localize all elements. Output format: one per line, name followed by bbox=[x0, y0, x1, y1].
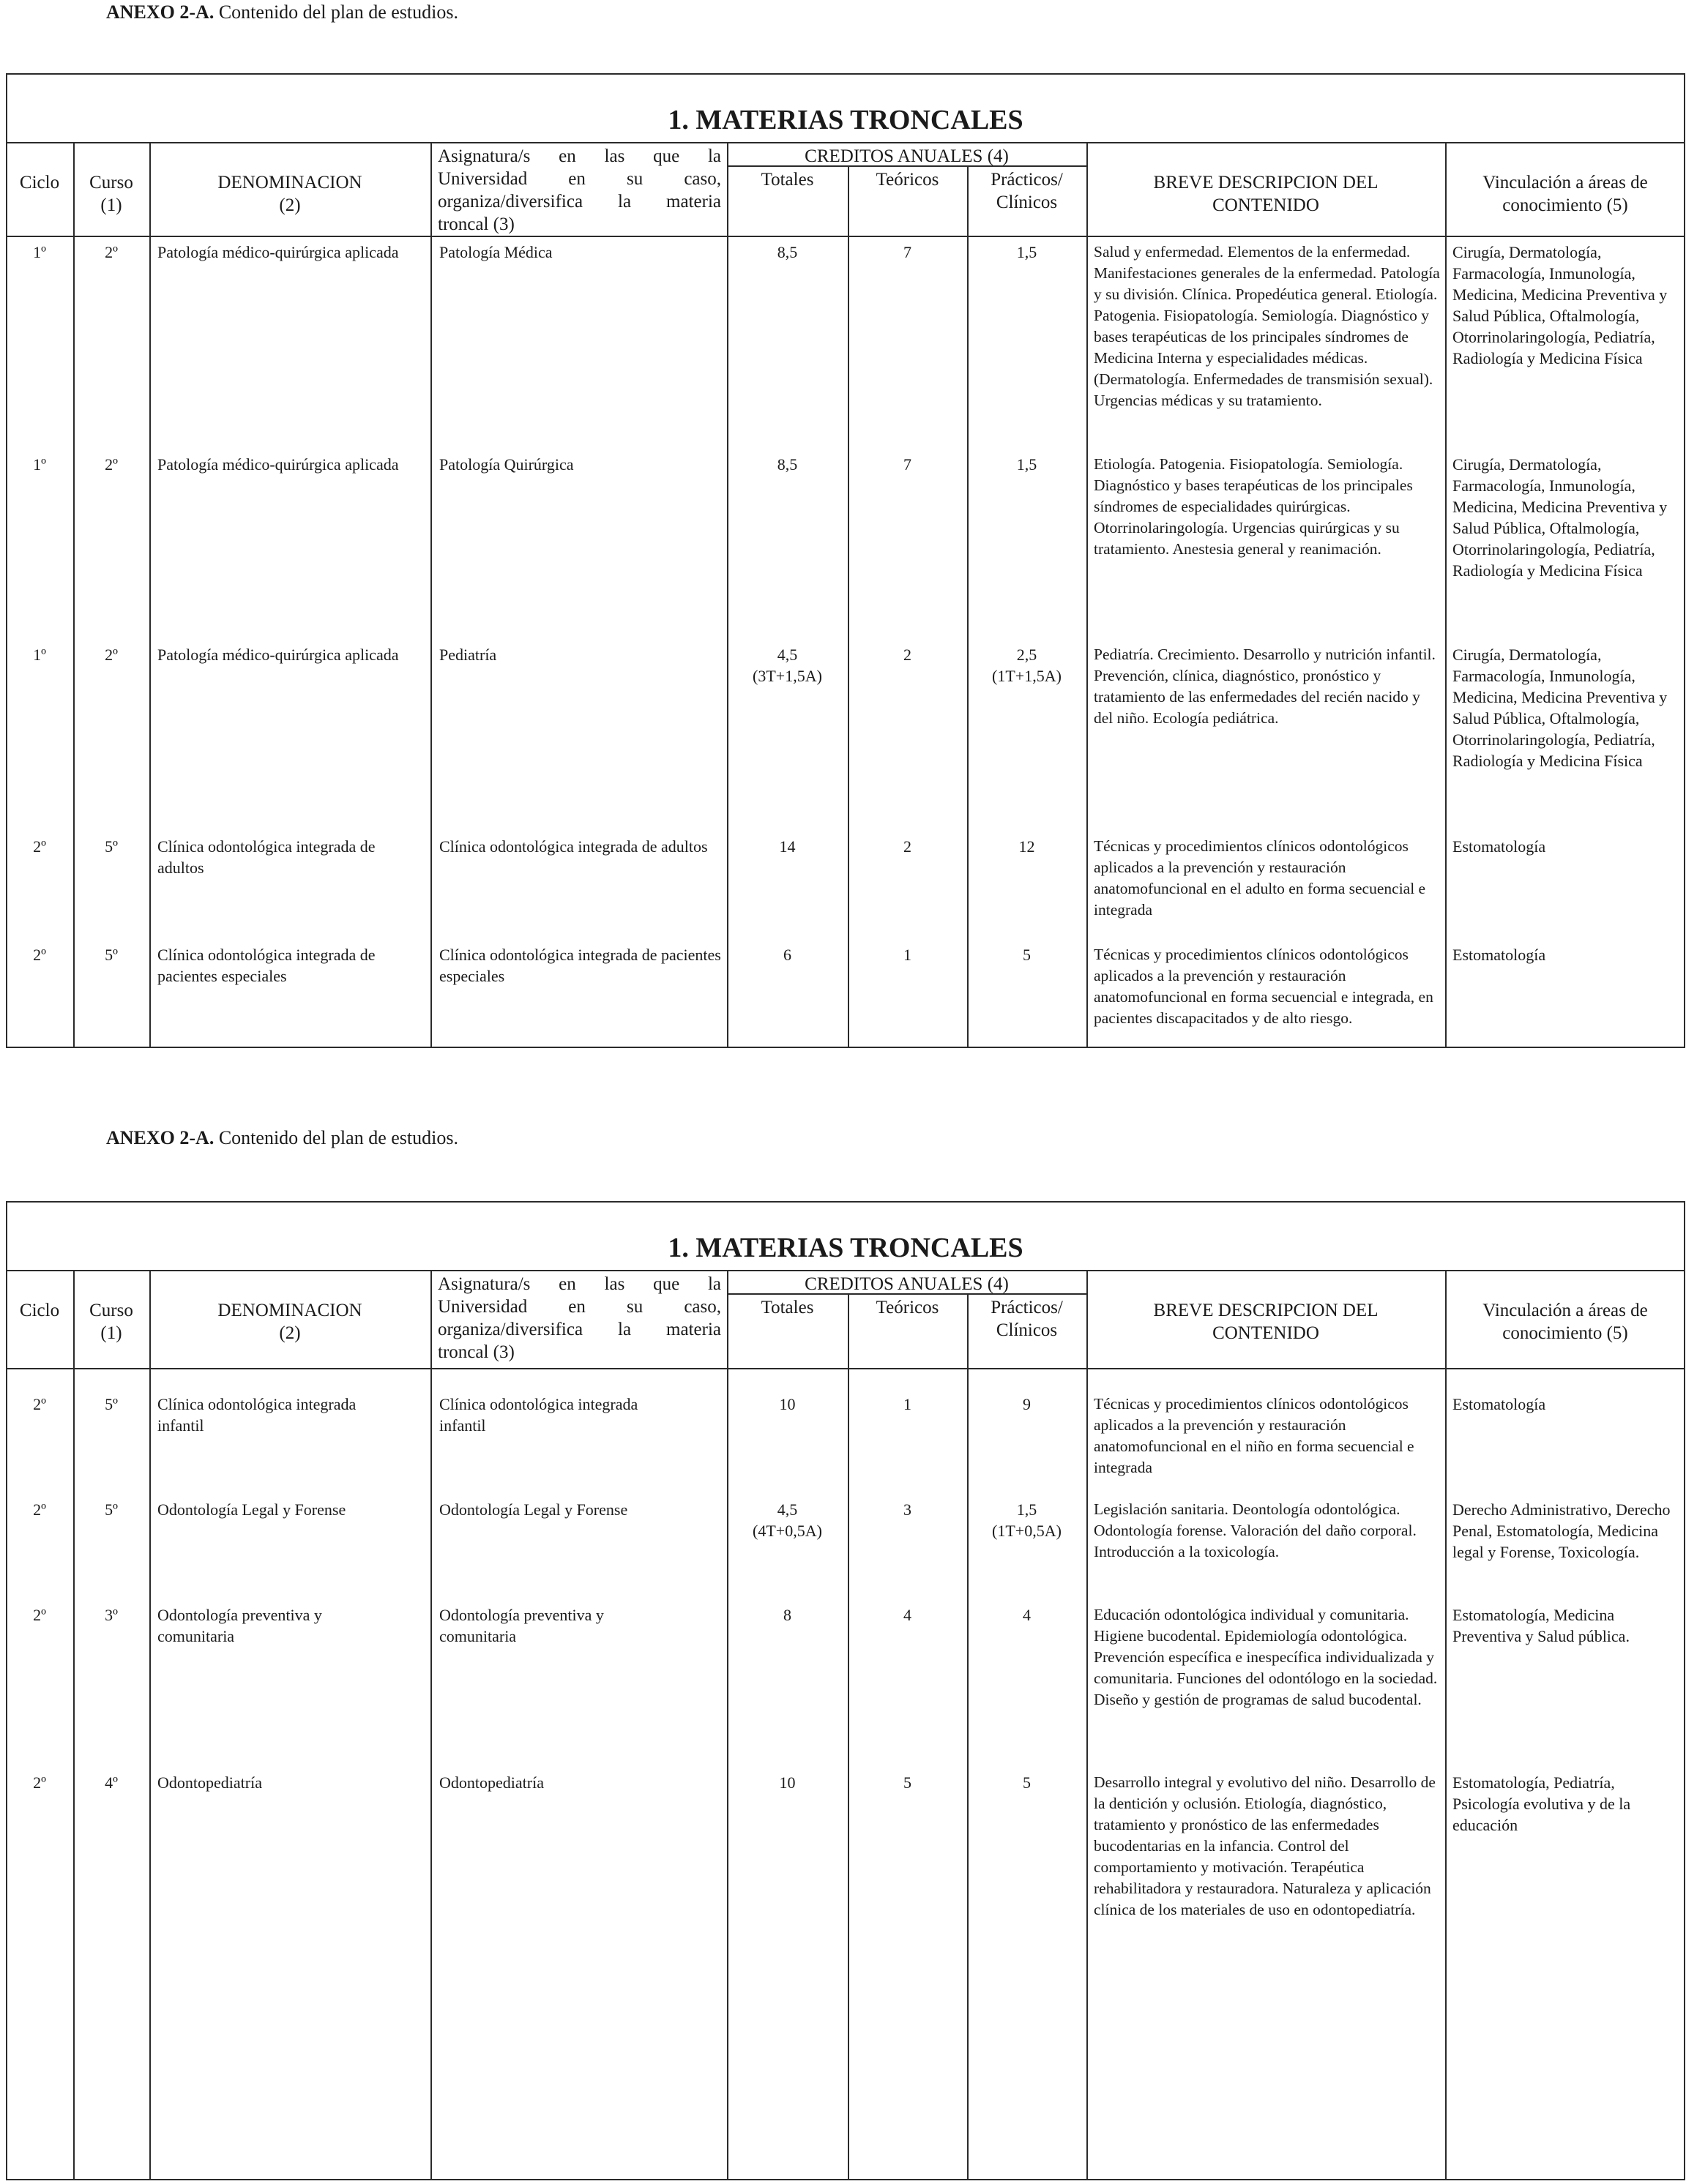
col-divider bbox=[1086, 1271, 1088, 2180]
header-asignatura-line: troncal (3) bbox=[438, 214, 515, 234]
col-divider bbox=[1445, 1271, 1447, 2180]
cell-vinculacion: Estomatología, Pediatría, Psicología evolutiva y de la educación bbox=[1452, 1773, 1631, 1834]
cell-ciclo: 1º bbox=[33, 455, 46, 474]
cell-curso: 5º bbox=[105, 1395, 118, 1413]
col-divider bbox=[430, 1271, 432, 2180]
col-divider bbox=[1445, 143, 1447, 1048]
cell-curso: 2º bbox=[105, 646, 118, 664]
cell-asignatura: Odontología Legal y Forense bbox=[439, 1500, 628, 1519]
header-creditos: CREDITOS ANUALES (4) bbox=[805, 146, 1009, 166]
cell-ciclo: 2º bbox=[33, 1395, 46, 1413]
cell-descripcion: Técnicas y procedimientos clínicos odontológicos aplicados a la prevención y restauración anatomofuncional en forma secuencial e integrada, en pacientes discapacitados y de alto riesgo. bbox=[1094, 946, 1433, 1027]
header-vinculacion bbox=[1445, 1299, 1685, 1345]
header-asignatura bbox=[438, 1273, 721, 1364]
header-practicos bbox=[967, 168, 1086, 214]
header-asignatura-line: Universidad en su caso, bbox=[438, 169, 721, 189]
troncales-table-2 bbox=[6, 1201, 1685, 2180]
cell-ciclo: 1º bbox=[33, 243, 46, 261]
cell-descripcion: Técnicas y procedimientos clínicos odontológicos aplicados a la prevención y restauración anatomofuncional en el adulto en forma secuencial e integrada bbox=[1094, 837, 1426, 919]
cell-vinculacion: Cirugía, Dermatología, Farmacología, Inmunología, Medicina, Medicina Preventiva y Salud Pública, Oftalmología, Otorrinolaringología, Pediatría, Radiología y Medicina Física bbox=[1452, 646, 1668, 770]
cell-totales-value: 10 bbox=[779, 1395, 796, 1413]
col-divider bbox=[848, 1293, 849, 2180]
cell-teoricos: 5 bbox=[903, 1773, 911, 1792]
cell-totales-value: 4,5 bbox=[777, 646, 798, 664]
cell-vinculacion: Cirugía, Dermatología, Farmacología, Inmunología, Medicina, Medicina Preventiva y Salud Pública, Oftalmología, Otorrinolaringología, Pediatría, Radiología y Medicina Física bbox=[1452, 243, 1668, 367]
cell-teoricos: 3 bbox=[903, 1500, 911, 1519]
annex-title bbox=[106, 1, 458, 23]
header-practicos bbox=[967, 1296, 1086, 1342]
cell-asignatura: Clínica odontológica integrada infantil bbox=[439, 1395, 638, 1435]
cell-denominacion: Odontopediatría bbox=[157, 1773, 262, 1792]
cell-vinculacion: Derecho Administrativo, Derecho Penal, Estomatología, Medicina legal y Forense, Toxicología. bbox=[1452, 1500, 1671, 1561]
cell-asignatura: Odontopediatría bbox=[439, 1773, 544, 1792]
cell-descripcion: Educación odontológica individual y comunitaria. Higiene bucodental. Epidemiología odontológica. Prevención específica e inespecífica individualizada y comunitaria. Funciones del odontólogo en la sociedad. Diseño y gestión de programas de salud bucodental. bbox=[1094, 1606, 1438, 1708]
col-divider bbox=[848, 165, 849, 1048]
cell-curso: 4º bbox=[105, 1773, 118, 1792]
header-breve-line: BREVE DESCRIPCION DEL bbox=[1153, 173, 1379, 192]
header-curso-note: (1) bbox=[100, 1323, 122, 1343]
header-breve bbox=[1086, 171, 1445, 217]
col-divider bbox=[967, 1293, 969, 2180]
cell-totales-value: 8,5 bbox=[777, 455, 798, 474]
cell-teoricos: 1 bbox=[903, 1395, 911, 1413]
header-curso bbox=[73, 1299, 149, 1345]
header-curso-label: Curso bbox=[89, 1301, 133, 1320]
header-denominacion-note: (2) bbox=[279, 1323, 301, 1343]
header-denominacion-note: (2) bbox=[279, 195, 301, 215]
cell-curso: 5º bbox=[105, 1500, 118, 1519]
header-breve-line: CONTENIDO bbox=[1212, 1323, 1319, 1343]
cell-totales bbox=[727, 836, 848, 857]
cell-practicos-value: 1,5 bbox=[1016, 455, 1037, 474]
cell-vinculacion: Estomatología bbox=[1452, 946, 1546, 964]
cell-totales bbox=[727, 1499, 848, 1541]
cell-denominacion: Clínica odontológica integrada de pacientes especiales bbox=[157, 946, 376, 985]
section-title: 1. MATERIAS TRONCALES bbox=[6, 73, 1685, 143]
cell-teoricos: 7 bbox=[903, 455, 911, 474]
cell-practicos-sub: (1T+0,5A) bbox=[992, 1522, 1062, 1540]
annex-caption: Contenido del plan de estudios. bbox=[218, 1127, 458, 1148]
cell-practicos-value: 12 bbox=[1018, 837, 1035, 856]
col-divider bbox=[1086, 143, 1088, 1048]
header-denominacion bbox=[149, 1299, 430, 1345]
col-divider bbox=[430, 143, 432, 1048]
cell-vinculacion: Estomatología bbox=[1452, 837, 1546, 856]
header-practicos-line: Prácticos/ bbox=[991, 1298, 1063, 1317]
header-denominacion bbox=[149, 171, 430, 217]
header-denominacion-label: DENOMINACION bbox=[217, 1301, 362, 1320]
cell-teoricos: 2 bbox=[903, 837, 911, 856]
annex-label: ANEXO 2-A. bbox=[106, 1127, 215, 1148]
cell-practicos bbox=[967, 944, 1086, 965]
cell-curso: 5º bbox=[105, 946, 118, 964]
cell-totales-value: 4,5 bbox=[777, 1500, 798, 1519]
section-title: 1. MATERIAS TRONCALES bbox=[6, 1201, 1685, 1271]
col-divider bbox=[149, 1271, 151, 2180]
header-vinculacion-line: Vinculación a áreas de bbox=[1482, 1301, 1648, 1320]
cell-totales bbox=[727, 454, 848, 475]
header-curso-note: (1) bbox=[100, 195, 122, 215]
cell-totales-value: 8 bbox=[783, 1606, 791, 1624]
cell-descripcion: Pediatría. Crecimiento. Desarrollo y nutrición infantil. Prevención, clínica, diagnóstico, pronóstico y tratamiento de las enfermedades del recién nacido y del niño. Ecología pediátrica. bbox=[1094, 646, 1436, 727]
header-practicos-line: Clínicos bbox=[996, 192, 1058, 212]
header-teoricos: Teóricos bbox=[876, 1298, 939, 1317]
cell-denominacion: Clínica odontológica integrada de adultos bbox=[157, 837, 376, 877]
cell-ciclo: 2º bbox=[33, 1773, 46, 1792]
cell-curso: 2º bbox=[105, 455, 118, 474]
cell-practicos bbox=[967, 242, 1086, 263]
annex-title bbox=[106, 1127, 458, 1149]
cell-totales bbox=[727, 644, 848, 687]
cell-descripcion: Desarrollo integral y evolutivo del niño. Desarrollo de la dentición y oclusión. Etiología, diagnóstico, tratamiento y pronóstico de las enfermedades bucodentarias en la infancia. Control del comportamiento y motivación. Terapéutica rehabilitadora y restauradora. Naturaleza y aplicación clínica de los materiales de uso en odontopediatría. bbox=[1094, 1773, 1436, 1918]
cell-asignatura: Odontología preventiva y comunitaria bbox=[439, 1606, 604, 1645]
header-asignatura-line: Asignatura/s en las que la bbox=[438, 146, 721, 166]
cell-totales bbox=[727, 1604, 848, 1626]
header-asignatura-line: organiza/diversifica la materia bbox=[438, 192, 721, 212]
cell-curso: 3º bbox=[105, 1606, 118, 1624]
header-teoricos: Teóricos bbox=[876, 170, 939, 190]
header-asignatura-line: Universidad en su caso, bbox=[438, 1297, 721, 1317]
header-asignatura bbox=[438, 145, 721, 236]
header-vinculacion-line: conocimiento (5) bbox=[1502, 1323, 1628, 1343]
annex-caption: Contenido del plan de estudios. bbox=[218, 1, 458, 23]
col-divider bbox=[73, 143, 75, 1048]
col-divider bbox=[727, 143, 728, 1048]
cell-totales bbox=[727, 944, 848, 965]
header-curso-label: Curso bbox=[89, 173, 133, 192]
header-practicos-line: Clínicos bbox=[996, 1320, 1058, 1340]
cell-ciclo: 2º bbox=[33, 1500, 46, 1519]
cell-asignatura: Patología Quirúrgica bbox=[439, 455, 574, 474]
cell-teoricos: 4 bbox=[903, 1606, 911, 1624]
cell-totales-sub: (3T+1,5A) bbox=[753, 667, 822, 685]
cell-practicos-value: 1,5 bbox=[1016, 1500, 1037, 1519]
cell-teoricos: 2 bbox=[903, 646, 911, 664]
col-divider bbox=[149, 143, 151, 1048]
cell-practicos bbox=[967, 1499, 1086, 1541]
cell-curso: 5º bbox=[105, 837, 118, 856]
header-vinculacion-line: Vinculación a áreas de bbox=[1482, 173, 1648, 192]
header-totales: Totales bbox=[761, 1298, 814, 1317]
cell-practicos bbox=[967, 1604, 1086, 1626]
header-ciclo: Ciclo bbox=[19, 1301, 60, 1320]
cell-vinculacion: Estomatología bbox=[1452, 1395, 1546, 1413]
annex-label: ANEXO 2-A. bbox=[106, 1, 215, 23]
cell-practicos-value: 4 bbox=[1023, 1606, 1031, 1624]
cell-practicos bbox=[967, 1772, 1086, 1793]
cell-denominacion: Clínica odontológica integrada infantil bbox=[157, 1395, 357, 1435]
cell-asignatura: Pediatría bbox=[439, 646, 497, 664]
header-denominacion-label: DENOMINACION bbox=[217, 173, 362, 192]
header-asignatura-line: Asignatura/s en las que la bbox=[438, 1274, 721, 1294]
cell-practicos-value: 2,5 bbox=[1016, 646, 1037, 664]
cell-practicos bbox=[967, 1394, 1086, 1415]
header-curso bbox=[73, 171, 149, 217]
troncales-table-1 bbox=[6, 73, 1685, 1048]
col-divider bbox=[967, 165, 969, 1048]
header-vinculacion bbox=[1445, 171, 1685, 217]
header-asignatura-line: organiza/diversifica la materia bbox=[438, 1320, 721, 1339]
header-breve-line: CONTENIDO bbox=[1212, 195, 1319, 215]
cell-descripcion: Salud y enfermedad. Elementos de la enfermedad. Manifestaciones generales de la enfermedad. Patología y su división. Clínica. Propedéutica general. Etiología. Patogenia. Fisiopatología. Semiología. Diagnóstico y bases terapéuticas de los principales síndromes de Medicina Interna y especialidades médicas. (Dermatología. Enfermedades de transmisión sexual). Urgencias médicas y su tratamiento. bbox=[1094, 243, 1440, 409]
cell-ciclo: 1º bbox=[33, 646, 46, 664]
cell-asignatura: Patología Médica bbox=[439, 243, 553, 261]
cell-practicos bbox=[967, 836, 1086, 857]
cell-totales-value: 8,5 bbox=[777, 243, 798, 261]
cell-totales-sub: (4T+0,5A) bbox=[753, 1522, 822, 1540]
cell-practicos bbox=[967, 644, 1086, 687]
header-bottom-rule bbox=[6, 1368, 1685, 1369]
cell-denominacion: Patología médico-quirúrgica aplicada bbox=[157, 455, 399, 474]
cell-denominacion: Patología médico-quirúrgica aplicada bbox=[157, 243, 399, 261]
cell-teoricos: 1 bbox=[903, 946, 911, 964]
header-vinculacion-line: conocimiento (5) bbox=[1502, 195, 1628, 215]
cell-descripcion: Etiología. Patogenia. Fisiopatología. Semiología. Diagnóstico y bases terapéuticas de los principales síndromes de especialidades quirúrgicas. Otorrinolaringología. Urgencias quirúrgicas y su tratamiento. Anestesia general y reanimación. bbox=[1094, 455, 1413, 558]
cell-descripcion: Técnicas y procedimientos clínicos odontológicos aplicados a la prevención y restauración anatomofuncional en el niño en forma secuencial e integrada bbox=[1094, 1395, 1414, 1476]
cell-vinculacion: Cirugía, Dermatología, Farmacología, Inmunología, Medicina, Medicina Preventiva y Salud Pública, Oftalmología, Otorrinolaringología, Pediatría, Radiología y Medicina Física bbox=[1452, 455, 1668, 580]
cell-curso: 2º bbox=[105, 243, 118, 261]
header-creditos: CREDITOS ANUALES (4) bbox=[805, 1274, 1009, 1294]
cell-totales bbox=[727, 242, 848, 263]
header-asignatura-line: troncal (3) bbox=[438, 1342, 515, 1362]
cell-totales bbox=[727, 1772, 848, 1793]
header-bottom-rule bbox=[6, 236, 1685, 237]
cell-asignatura: Clínica odontológica integrada de pacientes especiales bbox=[439, 946, 721, 985]
header-breve bbox=[1086, 1299, 1445, 1345]
cell-ciclo: 2º bbox=[33, 1606, 46, 1624]
cell-descripcion: Legislación sanitaria. Deontología odontológica. Odontología forense. Valoración del daño corporal. Introducción a la toxicología. bbox=[1094, 1500, 1417, 1560]
cell-practicos-sub: (1T+1,5A) bbox=[992, 667, 1062, 685]
cell-practicos-value: 9 bbox=[1023, 1395, 1031, 1413]
cell-practicos-value: 1,5 bbox=[1016, 243, 1037, 261]
cell-denominacion: Odontología Legal y Forense bbox=[157, 1500, 346, 1519]
cell-totales-value: 14 bbox=[779, 837, 796, 856]
cell-totales bbox=[727, 1394, 848, 1415]
cell-ciclo: 2º bbox=[33, 837, 46, 856]
header-totales: Totales bbox=[761, 170, 814, 190]
cell-totales-value: 10 bbox=[779, 1773, 796, 1792]
cell-ciclo: 2º bbox=[33, 946, 46, 964]
cell-practicos-value: 5 bbox=[1023, 1773, 1031, 1792]
cell-asignatura: Clínica odontológica integrada de adultos bbox=[439, 837, 708, 856]
header-practicos-line: Prácticos/ bbox=[991, 170, 1063, 190]
header-ciclo: Ciclo bbox=[19, 173, 60, 192]
cell-practicos bbox=[967, 454, 1086, 475]
cell-denominacion: Odontología preventiva y comunitaria bbox=[157, 1606, 322, 1645]
cell-totales-value: 6 bbox=[783, 946, 791, 964]
cell-vinculacion: Estomatología, Medicina Preventiva y Salud pública. bbox=[1452, 1606, 1630, 1645]
header-breve-line: BREVE DESCRIPCION DEL bbox=[1153, 1301, 1379, 1320]
cell-teoricos: 7 bbox=[903, 243, 911, 261]
cell-practicos-value: 5 bbox=[1023, 946, 1031, 964]
cell-denominacion: Patología médico-quirúrgica aplicada bbox=[157, 646, 399, 664]
